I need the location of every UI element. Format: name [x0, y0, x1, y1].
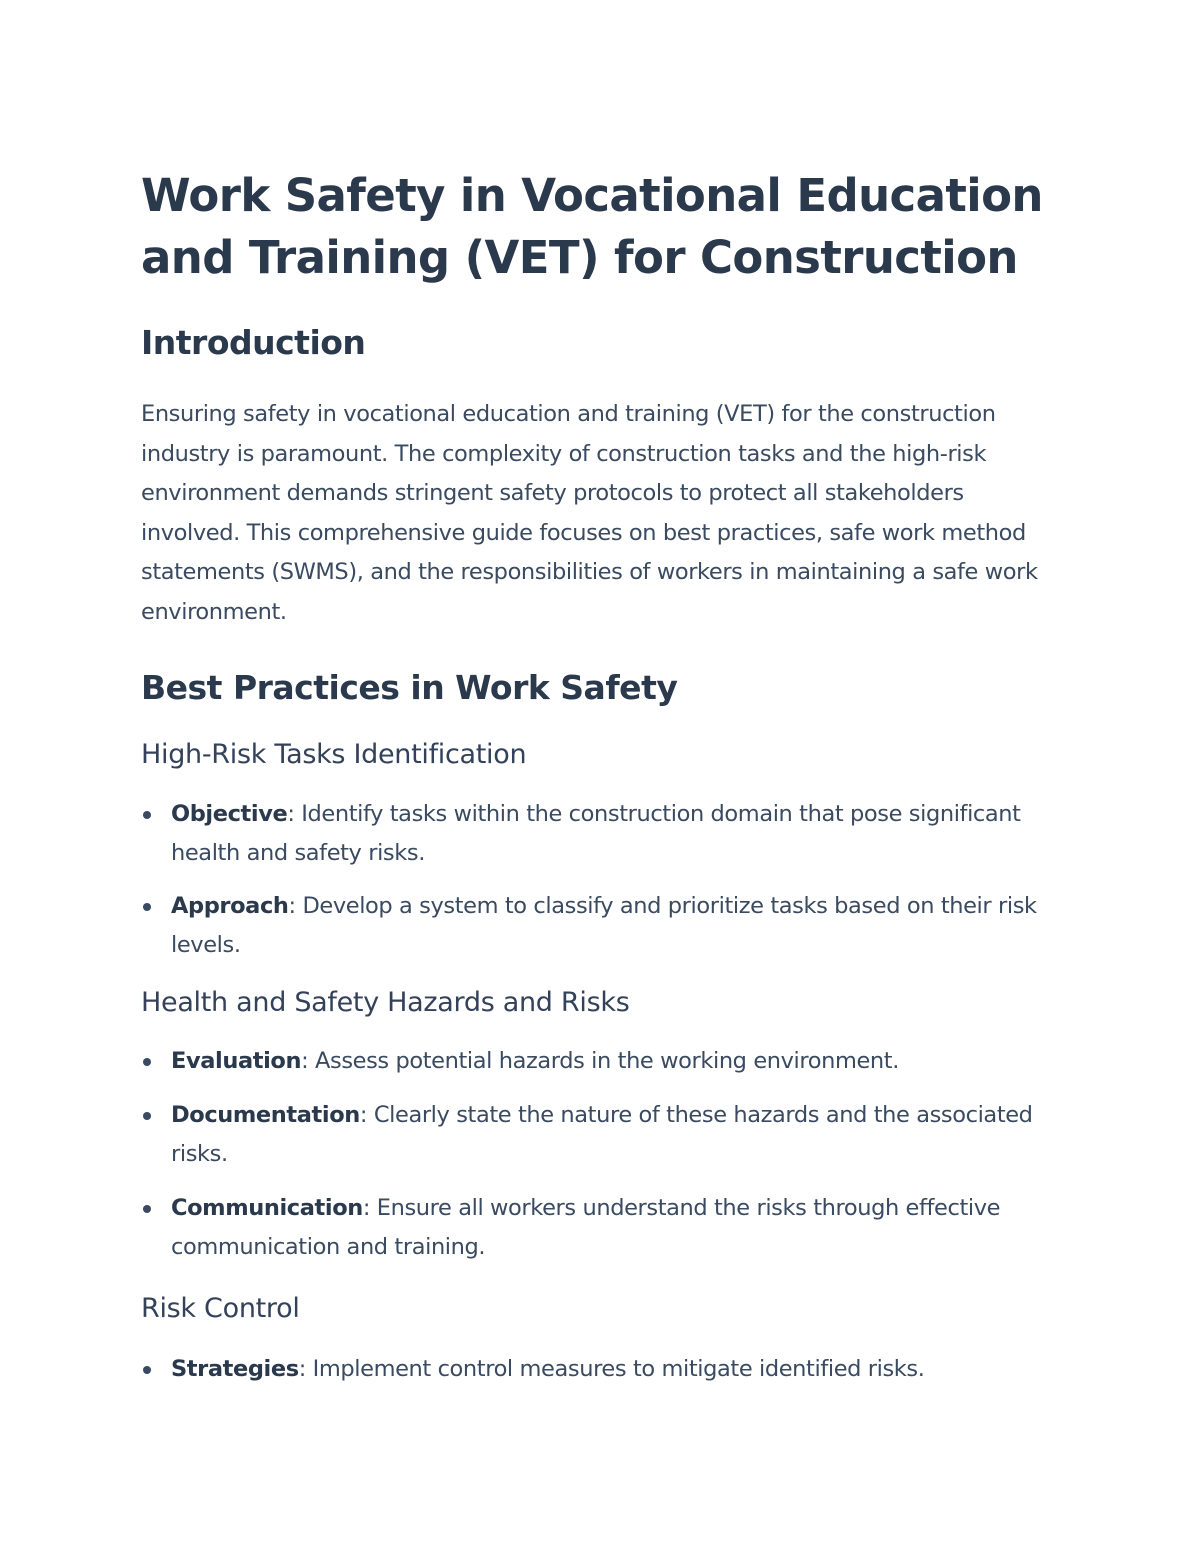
bullet-icon — [143, 811, 151, 819]
item-term: Evaluation — [171, 1047, 302, 1074]
high-risk-tasks-list — [141, 795, 1061, 966]
item-term: Documentation — [171, 1101, 360, 1128]
list-item — [141, 1189, 1061, 1268]
list-item — [141, 1096, 1061, 1175]
bullet-icon — [143, 1112, 151, 1120]
risk-control-heading: Risk Control — [141, 1292, 300, 1324]
bullet-icon — [143, 1205, 151, 1213]
bullet-icon — [143, 1058, 151, 1066]
item-text: : Ensure all workers understand the risks through effective communication and training. — [171, 1194, 1001, 1261]
high-risk-tasks-heading: High-Risk Tasks Identification — [141, 738, 527, 770]
document-title: Work Safety in Vocational Education and Training (VET) for Construction — [141, 169, 1043, 284]
bullet-icon — [143, 1366, 151, 1374]
item-text: : Assess potential hazards in the working environment. — [301, 1047, 899, 1074]
hazards-risks-heading: Health and Safety Hazards and Risks — [141, 986, 630, 1018]
document-page — [141, 165, 1061, 1390]
item-text: : Identify tasks within the construction domain that pose significant health and safety risks. — [171, 800, 1021, 867]
introduction-paragraph: Ensuring safety in vocational education and training (VET) for the construction industry is paramount. The complexity of construction tasks and the high-risk environment demands stringent safety protocols to protect all stakeholders involved. This comprehensive guide focuses on best practices, safe work method statements (SWMS), and the responsibilities of workers in maintaining a safe work environment. — [141, 401, 1038, 625]
risk-control-list — [141, 1350, 1061, 1390]
list-item — [141, 1350, 1061, 1390]
item-term: Strategies — [171, 1355, 299, 1382]
item-text: : Implement control measures to mitigate identified risks. — [298, 1355, 925, 1382]
bullet-icon — [143, 903, 151, 911]
hazards-risks-list — [141, 1042, 1061, 1268]
item-term: Approach — [171, 892, 289, 919]
list-item — [141, 795, 1061, 874]
best-practices-heading: Best Practices in Work Safety — [141, 667, 678, 707]
item-term: Communication — [171, 1194, 363, 1221]
introduction-heading: Introduction — [141, 323, 366, 362]
item-text: : Clearly state the nature of these hazards and the associated risks. — [171, 1101, 1033, 1168]
item-term: Objective — [171, 800, 288, 827]
item-text: : Develop a system to classify and prioritize tasks based on their risk levels. — [171, 892, 1037, 959]
list-item — [141, 887, 1061, 966]
list-item — [141, 1042, 1061, 1082]
